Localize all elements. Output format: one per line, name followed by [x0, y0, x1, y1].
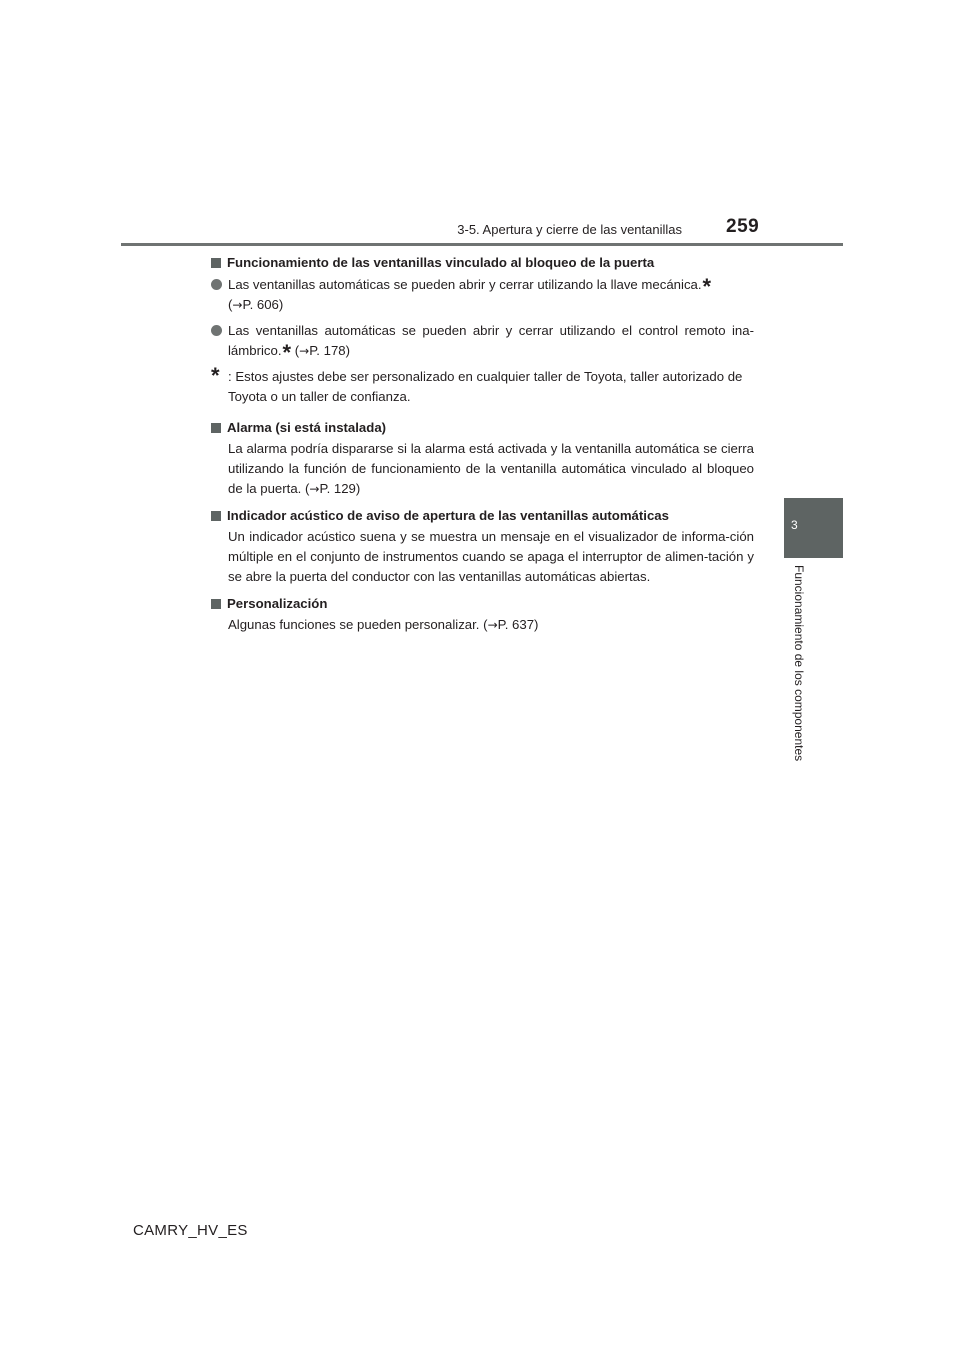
section-alarm: [211, 417, 754, 499]
paragraph-text: Algunas funciones se pueden personalizar.: [228, 617, 480, 632]
arrow-right-icon: →: [299, 344, 310, 358]
arrow-right-icon: →: [309, 482, 320, 496]
circle-bullet-icon: [211, 279, 222, 290]
chapter-side-title: Funcionamiento de los componentes: [792, 565, 806, 762]
square-bullet-icon: [211, 599, 221, 609]
paragraph-text: La alarma podría dispararse si la alarma está activada y la ventanilla automática se cierra utilizando la función de funcionamiento de la ventanilla automática vinculado al bloqueo de la puerta.: [228, 441, 754, 496]
list-item: [211, 275, 754, 315]
section-customization: [211, 593, 754, 635]
body-text: Un indicador acústico suena y se muestra un mensaje en el visualizador de informa-ción múltiple en el conjunto de instrumentos cuando se apaga el interruptor de alimen-tación y se abre la puerta del conductor con las ventanillas automáticas abiertas.: [228, 529, 754, 584]
section-heading: [211, 417, 754, 439]
body-text: [211, 439, 754, 499]
circle-bullet-icon: [211, 325, 222, 336]
section-heading: [211, 505, 754, 527]
section-open-window-buzzer: [211, 505, 754, 587]
ref-paren: (: [294, 343, 300, 358]
chapter-tab: [784, 498, 843, 558]
section-title: Personalización: [227, 596, 328, 611]
ref-paren: (: [305, 481, 310, 496]
section-heading: [211, 593, 754, 615]
arrow-right-icon: →: [487, 618, 498, 632]
square-bullet-icon: [211, 258, 221, 268]
list-item: [211, 321, 754, 365]
section-window-lock-link: [211, 252, 754, 407]
chapter-number: 3: [791, 518, 798, 532]
page-content: [211, 252, 754, 641]
section-title: Alarma (si está instalada): [227, 420, 387, 435]
bullet-text: Las ventanillas automáticas se pueden abrir y cerrar utilizando el control remoto ina-lámbrico.: [228, 323, 754, 358]
page-reference: P. 606): [242, 297, 284, 312]
section-title: Funcionamiento de las ventanillas vinculado al bloqueo de la puerta: [227, 255, 655, 270]
page-reference: P. 178): [309, 343, 351, 358]
footnote-mark: *: [211, 363, 220, 388]
arrow-right-icon: →: [232, 298, 243, 312]
ref-paren: (: [228, 297, 233, 312]
page-reference: P. 637): [497, 617, 539, 632]
square-bullet-icon: [211, 423, 221, 433]
section-heading: [211, 252, 754, 274]
bullet-text: Las ventanillas automáticas se pueden abrir y cerrar utilizando la llave mecánica.: [228, 277, 702, 292]
model-code: CAMRY_HV_ES: [133, 1222, 248, 1239]
header-section-title: 3-5. Apertura y cierre de las ventanillas: [457, 222, 682, 237]
header-rule: [121, 243, 843, 246]
footnote: [211, 363, 754, 407]
footnote-text: : Estos ajustes debe ser personalizado en cualquier taller de Toyota, taller autorizado de Toyota o un taller de confianza.: [228, 369, 743, 404]
section-title: Indicador acústico de aviso de apertura de las ventanillas automáticas: [227, 508, 669, 523]
ref-paren: (: [483, 617, 488, 632]
asterisk-icon: *: [282, 340, 292, 365]
page-number: 259: [726, 216, 760, 237]
page-reference: P. 129): [319, 481, 361, 496]
asterisk-icon: *: [702, 274, 712, 299]
body-text: [211, 615, 754, 635]
square-bullet-icon: [211, 511, 221, 521]
